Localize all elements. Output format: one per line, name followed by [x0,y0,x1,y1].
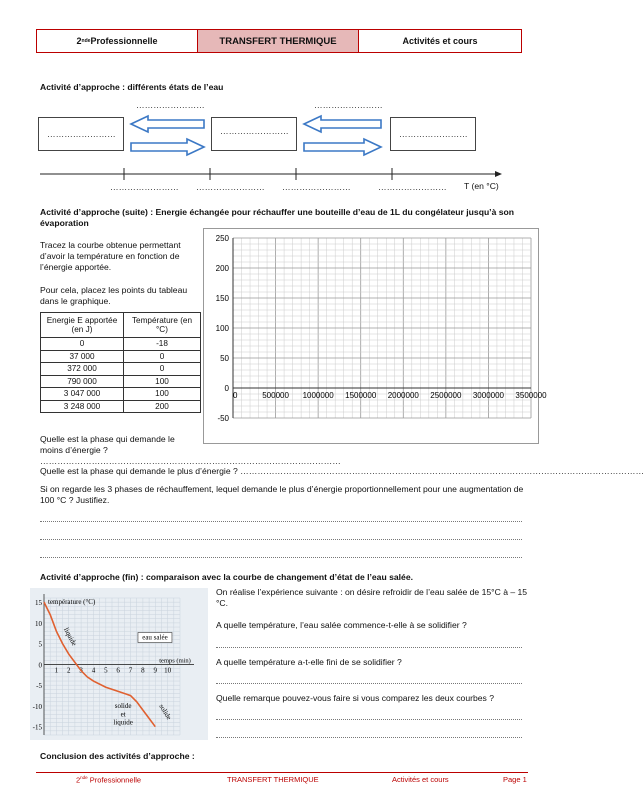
table-row [41,363,201,376]
x-tick-label: 3500000 [515,391,547,400]
y-tick-label: 250 [215,234,229,243]
placeholder-top-1: …………………… [136,100,205,110]
state-box-1-text: …………………… [47,129,116,139]
y-tick-label: 200 [215,264,229,273]
x-tick-label: 1 [54,666,59,675]
axis-placeholder-4: …………………… [378,182,447,192]
answer-line[interactable] [216,647,522,648]
x-tick-label: 2500000 [430,391,462,400]
table-header-row [41,313,201,338]
footer-level-number: 2 [76,775,81,785]
y-tick-label: 50 [220,354,229,363]
annotation-solide-liquide-1: solide [114,702,132,711]
y-tick-label: 0 [38,661,42,670]
x-tick-label: 8 [141,666,145,675]
x-tick-label: 2000000 [387,391,419,400]
question-3: Si on regarde les 3 phases de réchauffement, lequel demande le plus d’énergie proportionnellement pour une augmentation de 100 °C ? Justifiez. [40,484,524,505]
y-tick-label: -15 [32,723,42,732]
annotation-solide-liquide-3: liquide [113,718,133,727]
y-tick-label: 150 [215,294,229,303]
table-cell[interactable]: 790 000 [41,375,124,388]
table-cell[interactable]: 100 [124,388,201,401]
header-title: TRANSFERT THERMIQUE [198,30,359,52]
annotation-solide: solide [157,702,173,722]
table-row [41,350,201,363]
section1-title: Activité d’approche : différents états de l’eau [40,82,224,92]
table-header-energy: Energie E apportée (en J) [41,313,124,338]
x-axis-title: temps (min) [159,657,191,665]
footer-rule [36,772,528,773]
instruction-1: Tracez la courbe obtenue permettant d’avoir la température en fonction de l’énergie apportée. [40,240,181,272]
x-tick-label: 3000000 [472,391,505,400]
energy-chart[interactable] [203,228,547,444]
table-cell[interactable]: 100 [124,375,201,388]
axis-label: T (en °C) [464,181,499,191]
x-tick-label: 5 [104,666,108,675]
axis-placeholder-2: …………………… [196,182,265,192]
state-arrows [0,0,565,200]
x-tick-label: 4 [91,666,96,675]
placeholder-top-2: …………………… [314,100,383,110]
x-tick-label: 2 [66,666,71,675]
y-tick-label: 10 [35,619,42,628]
energy-table [40,312,201,413]
x-tick-label: 1000000 [302,391,334,400]
x-tick-label: 7 [128,666,133,675]
header-level-number: 2 [76,36,82,46]
section3-question-1: A quelle température, l’eau salée commence-t-elle à se solidifier ? [216,620,467,630]
section3-question-2: A quelle température a-t-elle fini de se solidifier ? [216,657,402,667]
y-tick-label: 5 [38,640,42,649]
arrow-left-2 [304,116,381,132]
arrow-right-2 [304,139,381,155]
y-tick-label: -5 [36,682,42,691]
table-cell[interactable]: -18 [124,338,201,351]
y-axis-title: température (°C) [48,598,96,606]
answer-line[interactable] [40,557,522,558]
instruction-2: Pour cela, placez les points du tableau dans le graphique. [40,285,188,306]
annotation-liquide: liquide [62,626,79,648]
x-tick-label: 1500000 [345,391,377,400]
footer-title: TRANSFERT THERMIQUE [227,775,319,784]
answer-line[interactable] [40,521,522,522]
arrow-left-1 [131,116,204,132]
axis-placeholder-3: …………………… [282,182,351,192]
table-cell[interactable]: 3 047 000 [41,388,124,401]
section3-title: Activité d’approche (fin) : comparaison avec la courbe de changement d’état de l’eau salée. [40,572,413,582]
table-row [41,375,201,388]
table-row [41,388,201,401]
header-right: Activités et cours [402,36,478,46]
axis-placeholder-1: …………………… [110,182,179,192]
x-tick-label: 9 [153,666,158,675]
question-1: Quelle est la phase qui demande le moins d’énergie ? …………………………………………………………………………………………… [40,434,341,466]
table-cell[interactable]: 0 [41,338,124,351]
x-tick-label: 10 [164,666,172,675]
table-cell[interactable]: 200 [124,400,201,413]
x-tick-label: 500000 [262,391,289,400]
table-cell[interactable]: 3 248 000 [41,400,124,413]
table-row [41,338,201,351]
table-cell[interactable]: 0 [124,350,201,363]
table-cell[interactable]: 372 000 [41,363,124,376]
x-tick-label: 6 [116,666,120,675]
header-level-text: Professionnelle [90,36,158,46]
answer-line[interactable] [40,539,522,540]
state-box-2-text: …………………… [220,126,289,136]
footer-level-text: Professionnelle [87,775,142,785]
footer-level [76,775,141,785]
table-cell[interactable]: 0 [124,363,201,376]
footer-level-sup: nde [80,775,88,780]
annotation-eau-salee: eau salée [142,633,168,642]
y-tick-label: -50 [217,414,229,423]
table-header-temperature: Température (en °C) [124,313,201,338]
answer-line[interactable] [216,737,522,738]
y-tick-label: 100 [215,324,229,333]
footer-page: Page 1 [503,775,527,784]
temperature-axis-arrow [495,171,502,177]
annotation-solide-liquide-2: et [120,710,126,719]
footer-middle: Activités et cours [392,775,449,784]
answer-line[interactable] [216,683,522,684]
salt-water-chart [30,588,208,740]
y-tick-label: 15 [35,599,42,608]
y-tick-label: 0 [224,384,229,393]
x-tick-label: 3 [79,666,83,675]
x-tick-label: 0 [233,391,238,400]
conclusion-title: Conclusion des activités d’approche : [40,751,195,761]
section3-intro: On réalise l’expérience suivante : on désire refroidir de l’eau salée de 15°C à – 15 °C. [216,587,528,608]
state-box-3-text: …………………… [399,129,468,139]
table-cell[interactable]: 37 000 [41,350,124,363]
section3-question-3: Quelle remarque pouvez-vous faire si vous comparez les deux courbes ? [216,693,495,703]
header-level-sup: nde [81,38,91,44]
y-tick-label: -10 [32,702,42,711]
question-2: Quelle est la phase qui demande le plus d’énergie ? …………………………………………………………………………………………………………………………… [40,466,644,476]
arrow-right-1 [131,139,204,155]
table-row [41,400,201,413]
answer-line[interactable] [216,719,522,720]
section2-title: Activité d’approche (suite) : Energie échangée pour réchauffer une bouteille d’eau de 1L du congélateur jusqu’à son évaporation [40,207,515,228]
